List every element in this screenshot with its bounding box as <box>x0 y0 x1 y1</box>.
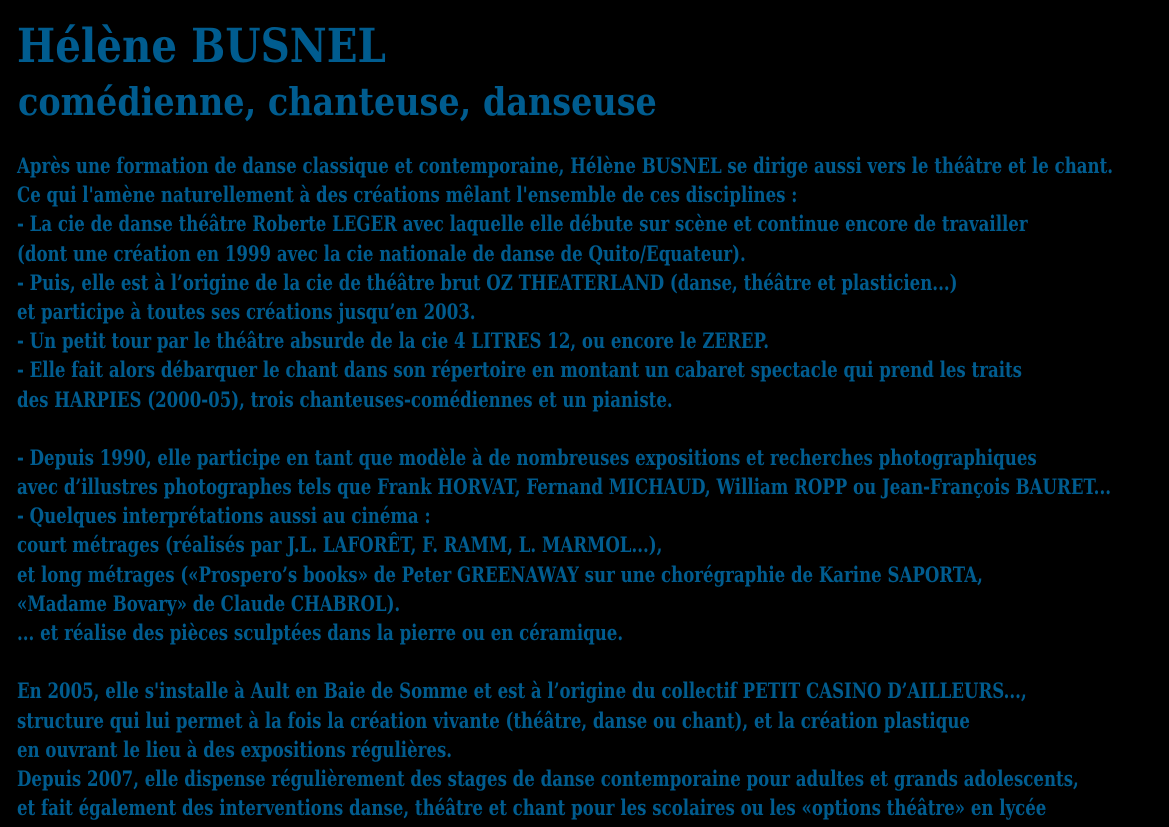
bio-line: en ouvrant le lieu à des expositions régulières. <box>17 736 453 762</box>
paragraph-spacer <box>17 414 1113 443</box>
bio-line: et fait également des interventions danse, théâtre et chant pour les scolaires ou les «options théâtre» en lycée <box>17 795 1047 821</box>
bio-line: court métrages (réalisés par J.L. LAFORÊT, F. RAMM, L. MARMOL...), <box>17 532 663 558</box>
bio-line: et participe à toutes ses créations jusqu’en 2003. <box>17 298 476 324</box>
paragraph-spacer <box>17 647 1113 676</box>
artist-roles: comédienne, chanteuse, danseuse <box>18 79 657 124</box>
bio-line: structure qui lui permet à la fois la création vivante (théâtre, danse ou chant), et la création plastique <box>17 707 970 733</box>
bio-line: - La cie de danse théâtre Roberte LEGER avec laquelle elle débute sur scène et continue encore de travailler <box>17 211 1028 237</box>
bio-line: En 2005, elle s'installe à Ault en Baie de Somme et est à l’origine du collectif PETIT CASINO D’AILLEURS..., <box>17 678 1027 704</box>
bio-line: - Quelques interprétations aussi au cinéma : <box>17 503 431 529</box>
bio-line: des HARPIES (2000-05), trois chanteuses-comédiennes et un pianiste. <box>17 386 673 412</box>
bio-line: - Elle fait alors débarquer le chant dans son répertoire en montant un cabaret spectacle qui prend les traits <box>17 357 1023 383</box>
bio-line: - Puis, elle est à l’origine de la cie de théâtre brut OZ THEATERLAND (danse, théâtre et plasticien...) <box>17 269 958 295</box>
bio-line: - Depuis 1990, elle participe en tant que modèle à de nombreuses expositions et recherches photographiques <box>17 444 1037 470</box>
bio-line: - Un petit tour par le théâtre absurde de la cie 4 LITRES 12, ou encore le ZEREP. <box>17 328 770 354</box>
bio-line: avec d’illustres photographes tels que Frank HORVAT, Fernand MICHAUD, William ROPP ou Jean-François BAURET... <box>17 474 1112 500</box>
bio-line: Depuis 2007, elle dispense régulièrement des stages de danse contemporaine pour adultes et grands adolescents, <box>17 765 1079 791</box>
artist-name: Hélène BUSNEL <box>17 19 386 74</box>
bio-line: Après une formation de danse classique et contemporaine, Hélène BUSNEL se dirige aussi vers le théâtre et le chant. <box>17 153 1114 178</box>
bio-line: et long métrages («Prospero’s books» de Peter GREENAWAY sur une chorégraphie de Karine SAPORTA, <box>17 561 983 587</box>
bio-line: (dont une création en 1999 avec la cie nationale de danse de Quito/Equateur). <box>17 240 746 266</box>
bio-line: ... et réalise des pièces sculptées dans la pierre ou en céramique. <box>17 620 624 645</box>
biography-text <box>17 151 1169 822</box>
bio-line: «Madame Bovary» de Claude CHABROL). <box>17 590 401 616</box>
bio-line: Ce qui l'amène naturellement à des créations mêlant l'ensemble de ces disciplines : <box>17 182 798 208</box>
